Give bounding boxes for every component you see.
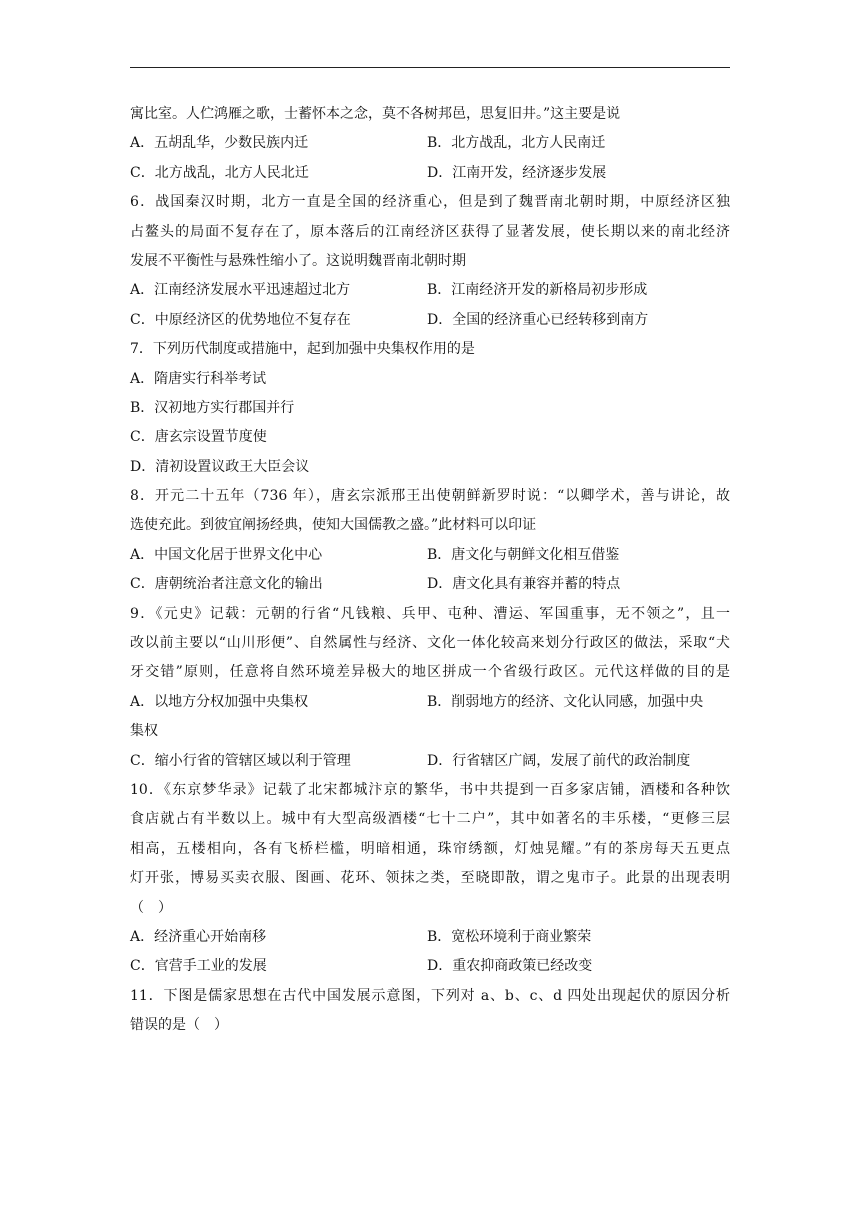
text-line: D．清初设置议政王大臣会议 xyxy=(130,458,310,475)
option-row xyxy=(130,159,730,188)
option-right: B．唐文化与朝鲜文化相互借鉴 xyxy=(427,546,620,563)
text-line: 改以前主要以“山川形便”、自然属性与经济、文化一体化较高来划分行政区的做法，采取“犬 xyxy=(130,635,730,652)
option-left: C．官营手工业的发展 xyxy=(130,958,267,975)
option-row xyxy=(130,570,730,599)
option-row xyxy=(130,923,730,952)
text-line: 选使充此。到彼宜阐扬经典，使知大国儒教之盛。”此材料可以印证 xyxy=(130,517,537,534)
text-line: 7．下列历代制度或措施中，起到加强中央集权作用的是 xyxy=(130,341,475,358)
option-left: C．北方战乱，北方人民北迁 xyxy=(130,164,309,181)
text-line: 10．《东京梦华录》记载了北宋都城汴京的繁华，书中共提到一百多家店铺，酒楼和各种饮 xyxy=(130,781,730,798)
option-left: A．五胡乱华，少数民族内迁 xyxy=(130,135,309,152)
option-row xyxy=(130,306,730,335)
option-left: A．以地方分权加强中央集权 xyxy=(130,693,309,710)
option-right: B．北方战乱，北方人民南迁 xyxy=(427,135,606,152)
text-line: （ ） xyxy=(130,899,172,916)
text-line: 6．战国秦汉时期，北方一直是全国的经济重心，但是到了魏晋南北朝时期，中原经济区独 xyxy=(130,194,730,211)
text-line: 错误的是（ ） xyxy=(130,1017,228,1034)
option-left: C．唐朝统治者注意文化的输出 xyxy=(130,576,323,593)
option-row xyxy=(130,688,730,717)
text-line: A．隋唐实行科举考试 xyxy=(130,370,267,387)
text-line: 8．开元二十五年（736 年），唐玄宗派邢王出使朝鲜新罗时说：“以卿学术，善与讲论，故 xyxy=(130,488,730,505)
option-left: C．缩小行省的管辖区域以利于管理 xyxy=(130,752,351,769)
header-rule xyxy=(130,67,730,68)
text-line: 牙交错”原则，任意将自然环境差异极大的地区拼成一个省级行政区。元代这样做的目的是 xyxy=(130,664,730,681)
text-line: 灯开张，博易买卖衣服、图画、花环、领抹之类，至晓即散，谓之鬼市子。此景的出现表明 xyxy=(130,870,730,887)
option-right: D．唐文化具有兼容并蓄的特点 xyxy=(427,576,621,593)
text-line: C．唐玄宗设置节度使 xyxy=(130,429,267,446)
text-line: 寓比室。人伫鸿雁之歌，士蓄怀本之念，莫不各树邦邑，思复旧井。”这主要是说 xyxy=(130,106,621,122)
option-left: A．江南经济发展水平迅速超过北方 xyxy=(130,282,351,299)
text-line: B．汉初地方实行郡国并行 xyxy=(130,399,295,416)
option-row xyxy=(130,129,730,158)
text-line: 11．下图是儒家思想在古代中国发展示意图，下列对 a、b、c、d 四处出现起伏的原因分析 xyxy=(130,987,730,1004)
option-row xyxy=(130,952,730,981)
option-row xyxy=(130,747,730,776)
option-right: D．全国的经济重心已经转移到南方 xyxy=(427,311,649,328)
option-right: B．江南经济开发的新格局初步形成 xyxy=(427,282,648,299)
option-left: A．中国文化居于世界文化中心 xyxy=(130,546,323,563)
option-right: D．江南开发，经济逐步发展 xyxy=(427,164,607,181)
text-line: 相高，五楼相向，各有飞桥栏槛，明暗相通，珠帘绣额，灯烛晃耀。”有的茶房每天五更点 xyxy=(130,840,730,857)
option-left: A．经济重心开始南移 xyxy=(130,928,267,945)
text-line: 食店就占有半数以上。城中有大型高级酒楼“七十二户”，其中如著名的丰乐楼，“更修三层 xyxy=(130,811,730,828)
option-right: D．行省辖区广阔，发展了前代的政治制度 xyxy=(427,752,691,769)
text-line: 发展不平衡性与悬殊性缩小了。这说明魏晋南北朝时期 xyxy=(130,252,466,269)
document-body xyxy=(130,100,730,1041)
option-left: C．中原经济区的优势地位不复存在 xyxy=(130,311,351,328)
option-right: D．重农抑商政策已经改变 xyxy=(427,958,593,975)
option-right: B．削弱地方的经济、文化认同感，加强中央 xyxy=(427,693,704,710)
option-right: B．宽松环境利于商业繁荣 xyxy=(427,928,592,945)
option-row xyxy=(130,276,730,305)
text-line: 集权 xyxy=(130,723,158,740)
option-row xyxy=(130,541,730,570)
text-line: 9．《元史》记载：元朝的行省“凡钱粮、兵甲、屯种、漕运、军国重事，无不领之”，且一 xyxy=(130,605,730,622)
text-line: 占鳌头的局面不复存在了，原本落后的江南经济区获得了显著发展，使长期以来的南北经济 xyxy=(130,223,730,240)
